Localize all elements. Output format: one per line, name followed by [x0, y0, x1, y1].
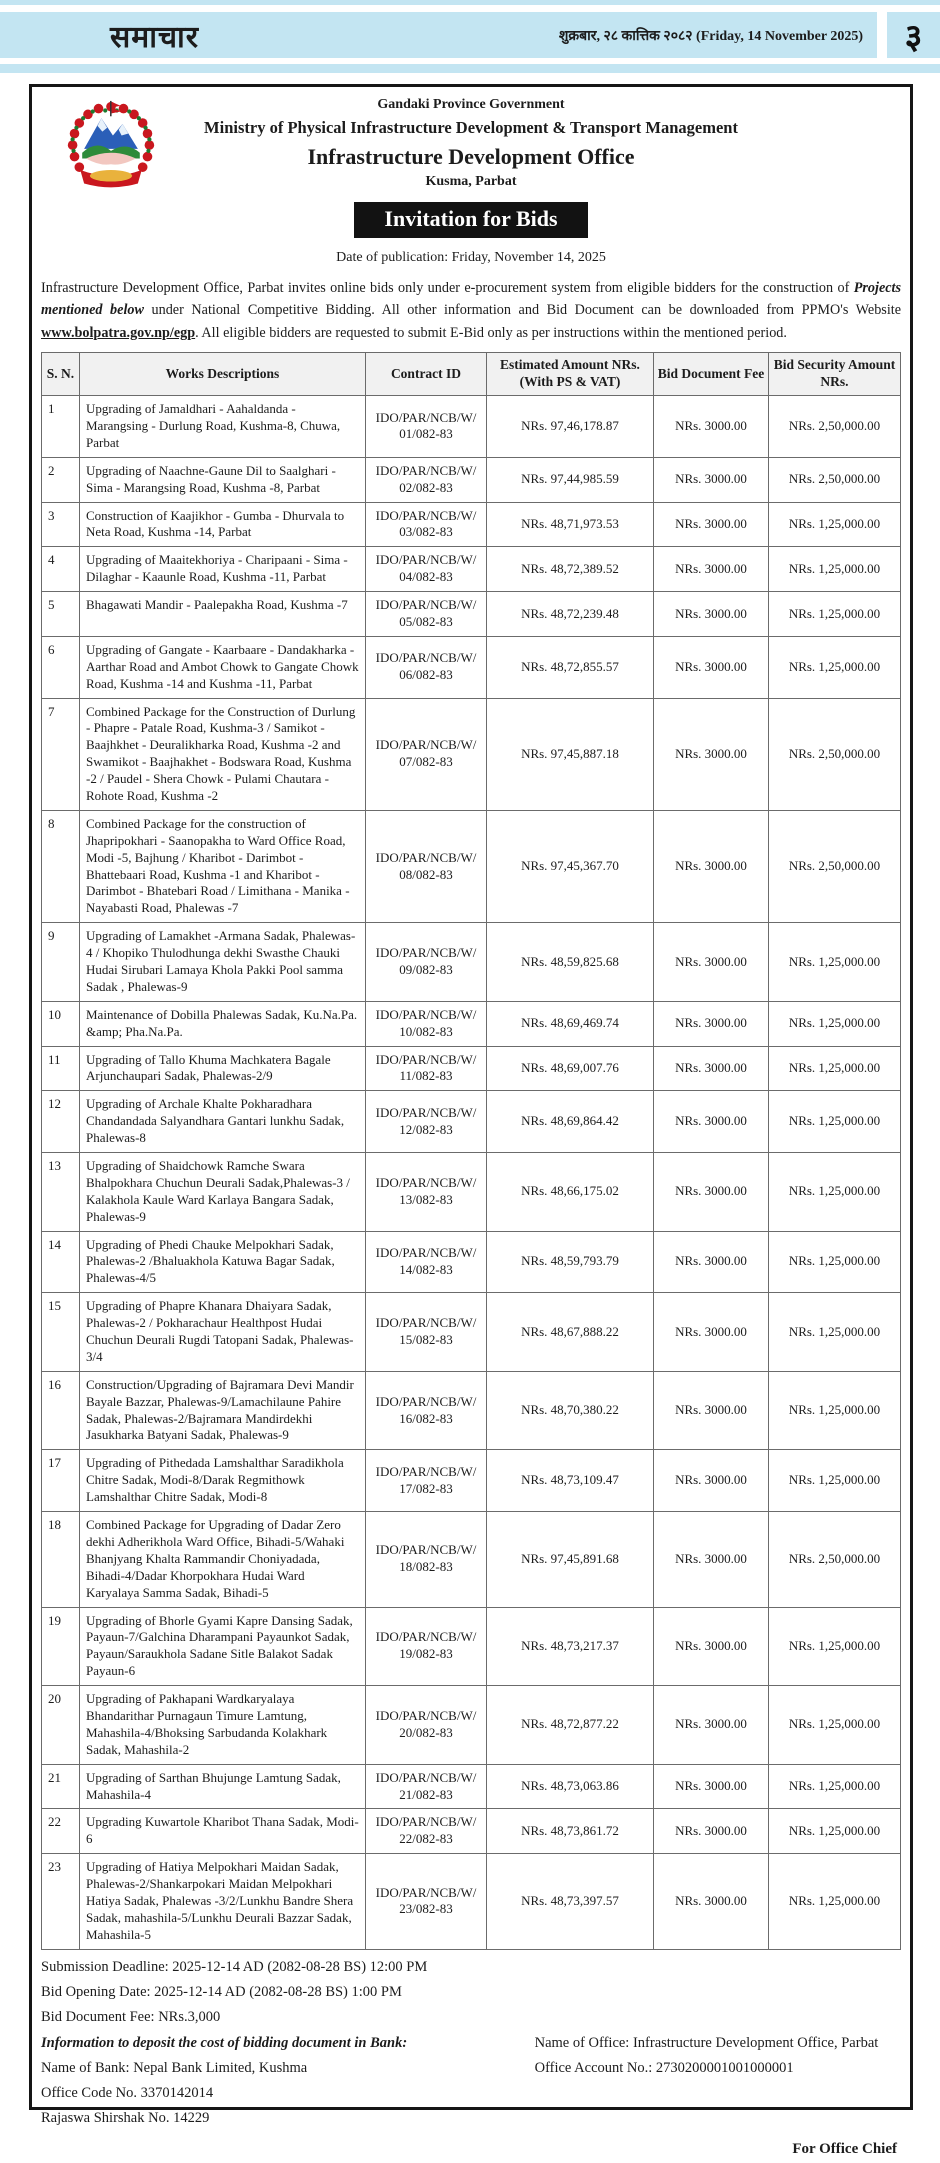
- cell-serial-number: 17: [42, 1450, 80, 1512]
- cell-estimated-amount: NRs. 48,66,175.02: [487, 1153, 654, 1232]
- cell-bid-document-fee: NRs. 3000.00: [654, 810, 769, 922]
- cell-serial-number: 2: [42, 457, 80, 502]
- cell-contract-id: IDO/​PAR/​NCB/​W/​14/​082-83: [366, 1231, 487, 1293]
- rajaswa-shirshak-line: Rajaswa Shirshak No. 14229: [41, 2110, 210, 2127]
- cell-bid-security: NRs. 1,25,000.00: [769, 1046, 901, 1091]
- cell-bid-document-fee: NRs. 3000.00: [654, 923, 769, 1002]
- cell-contract-id: IDO/​PAR/​NCB/​W/​22/​082-83: [366, 1809, 487, 1854]
- bid-document-fee-line: Bid Document Fee: NRs.3,000: [41, 2008, 221, 2025]
- cell-bid-document-fee: NRs. 3000.00: [654, 396, 769, 458]
- cell-estimated-amount: NRs. 48,73,861.72: [487, 1809, 654, 1854]
- intro-paragraph: [41, 277, 901, 344]
- cell-bid-document-fee: NRs. 3000.00: [654, 457, 769, 502]
- cell-estimated-amount: NRs. 48,72,855.57: [487, 636, 654, 698]
- cell-estimated-amount: NRs. 48,73,109.47: [487, 1450, 654, 1512]
- table-header-row: [42, 353, 901, 396]
- col-header-security: Bid Security Amount NRs.: [769, 353, 901, 396]
- cell-works-description: Upgrading of Hatiya Melpokhari Maidan Sadak, Phalewas-2/Shankarpokari Maidan Melpokhari Hatiya Sadak, Phalewas -3/2/Lunkhu Bandre Shera Sadak, mahashila-5/Lunkhu Deurali Bazzar Sadak, Mahashila-5: [80, 1854, 366, 1949]
- cell-estimated-amount: NRs. 48,70,380.22: [487, 1371, 654, 1450]
- bids-table: [41, 352, 901, 1949]
- cell-works-description: Bhagawati Mandir - Paalepakha Road, Kushma -7: [80, 592, 366, 637]
- cell-bid-document-fee: NRs. 3000.00: [654, 1091, 769, 1153]
- office-account-column: [523, 2031, 901, 2131]
- cell-works-description: Upgrading of Bhorle Gyami Kapre Dansing Sadak, Payaun-7/Galchina Dharampani Payaunkot Sadak, Payaun/Saraukhola Sadane Sitle Balakot Sadak Payaun-6: [80, 1607, 366, 1686]
- cell-bid-security: NRs. 1,25,000.00: [769, 502, 901, 547]
- table-row: [42, 1512, 901, 1607]
- cell-bid-security: NRs. 1,25,000.00: [769, 923, 901, 1002]
- intro-projects-emphasis: Projects mentioned below: [41, 280, 901, 319]
- col-header-contract: Contract ID: [366, 353, 487, 396]
- cell-works-description: Upgrading of Phedi Chauke Melpokhari Sadak, Phalewas-2 /Bhaluakhola Katuwa Bagar Sadak, Phalewas-4/5: [80, 1231, 366, 1293]
- cell-works-description: Combined Package for the construction of Jhapripokhari - Saanopakha to Ward Office Road, Modi -5, Bajhung / Kharibot - Darimbot - Bhattebaari Road, Kushma -1 and Kharibot - Darimbot - Bhatebari Road / Limithana - Manika - Nayabasti Road, Phalewas -7: [80, 810, 366, 922]
- cell-works-description: Combined Package for Upgrading of Dadar Zero dekhi Adherikhola Ward Office, Bihadi-5/Wahaki Bhanjyang Khalta Rammandir Choniyadada, Bihadi-4/Dadar Khorpokhara Hudai Ward Karyalaya Samma Sadak, Bihadi-5: [80, 1512, 366, 1607]
- cell-estimated-amount: NRs. 48,67,888.22: [487, 1293, 654, 1372]
- cell-works-description: Construction of Kaajikhor - Gumba - Dhurvala to Neta Road, Kushma -14, Parbat: [80, 502, 366, 547]
- cell-contract-id: IDO/​PAR/​NCB/​W/​16/​082-83: [366, 1371, 487, 1450]
- publication-date: Date of publication: Friday, November 14, 2025: [336, 250, 606, 265]
- table-row: [42, 1607, 901, 1686]
- cell-bid-document-fee: NRs. 3000.00: [654, 1371, 769, 1450]
- page-top-strip: [0, 0, 940, 5]
- cell-estimated-amount: NRs. 97,44,985.59: [487, 457, 654, 502]
- cell-estimated-amount: NRs. 48,72,389.52: [487, 547, 654, 592]
- newspaper-masthead: [0, 12, 940, 58]
- cell-estimated-amount: NRs. 97,45,891.68: [487, 1512, 654, 1607]
- bolpatra-website-link: www.bolpatra.gov.np/egp: [41, 324, 196, 341]
- col-header-sn: S. N.: [42, 353, 80, 396]
- cell-contract-id: IDO/​PAR/​NCB/​W/​20/​082-83: [366, 1686, 487, 1765]
- cell-bid-security: NRs. 1,25,000.00: [769, 1293, 901, 1372]
- cell-serial-number: 15: [42, 1293, 80, 1372]
- masthead-divider-strip: [0, 64, 940, 73]
- table-row: [42, 698, 901, 810]
- cell-works-description: Upgrading of Tallo Khuma Machkatera Bagale Arjunchaupari Sadak, Phalewas-2/9: [80, 1046, 366, 1091]
- cell-works-description: Upgrading of Naachne-Gaune Dil to Saalghari - Sima - Marangsing Road, Kushma -8, Parbat: [80, 457, 366, 502]
- page-number: ३: [887, 12, 940, 58]
- cell-bid-security: NRs. 1,25,000.00: [769, 1001, 901, 1046]
- cell-bid-security: NRs. 2,50,000.00: [769, 1512, 901, 1607]
- cell-bid-security: NRs. 1,25,000.00: [769, 592, 901, 637]
- cell-bid-security: NRs. 2,50,000.00: [769, 698, 901, 810]
- table-row: [42, 636, 901, 698]
- cell-contract-id: IDO/​PAR/​NCB/​W/​04/​082-83: [366, 547, 487, 592]
- table-row: [42, 1450, 901, 1512]
- cell-bid-document-fee: NRs. 3000.00: [654, 1686, 769, 1765]
- cell-serial-number: 14: [42, 1231, 80, 1293]
- bids-table-body: [42, 396, 901, 1950]
- office-name-line: Infrastructure Development Office: [307, 144, 635, 169]
- cell-bid-security: NRs. 1,25,000.00: [769, 1764, 901, 1809]
- cell-estimated-amount: NRs. 48,69,469.74: [487, 1001, 654, 1046]
- bank-name-line: Name of Bank: Nepal Bank Limited, Kushma: [41, 2060, 308, 2077]
- table-row: [42, 1153, 901, 1232]
- bank-info-column: [41, 2031, 523, 2131]
- cell-estimated-amount: NRs. 48,69,007.76: [487, 1046, 654, 1091]
- cell-serial-number: 20: [42, 1686, 80, 1765]
- cell-works-description: Upgrading of Lamakhet -Armana Sadak, Phalewas-4 / Khopiko Thulodhunga dekhi Swasthe Chauki Hudai Sirubari Lamaya Khola Pakki Pool samma Sadak , Phalewas-9: [80, 923, 366, 1002]
- col-header-estimated: Estimated Amount NRs. (With PS & VAT): [487, 353, 654, 396]
- ministry-line: Ministry of Physical Infrastructure Development & Transport Management: [204, 118, 738, 137]
- cell-estimated-amount: NRs. 97,45,887.18: [487, 698, 654, 810]
- cell-bid-security: NRs. 1,25,000.00: [769, 1450, 901, 1512]
- cell-bid-security: NRs. 1,25,000.00: [769, 1091, 901, 1153]
- cell-works-description: Construction/Upgrading of Bajramara Devi Mandir Bayale Bazzar, Phalewas-9/Lamachilaune Pahire Sadak, Phalewas-2/Bajramara Mandirdekhi Jasukharka Batyani Sadak, Phalewas-9: [80, 1371, 366, 1450]
- office-name-line: Name of Office: Infrastructure Development Office, Parbat: [534, 2035, 879, 2052]
- province-government-line: Gandaki Province Government: [377, 97, 565, 112]
- cell-contract-id: IDO/​PAR/​NCB/​W/​12/​082-83: [366, 1091, 487, 1153]
- cell-contract-id: IDO/​PAR/​NCB/​W/​07/​082-83: [366, 698, 487, 810]
- intro-text-2: under National Competitive Bidding. All other information and Bid Document can be downloaded from PPMO's Website: [143, 302, 902, 319]
- cell-bid-security: NRs. 1,25,000.00: [769, 1231, 901, 1293]
- cell-serial-number: 13: [42, 1153, 80, 1232]
- submission-deadline-line: Submission Deadline: 2025-12-14 AD (2082-08-28 BS) 12:00 PM: [41, 1958, 428, 1975]
- cell-works-description: Upgrading of Maaitekhoriya - Charipaani - Sima - Dilaghar - Kaaunle Road, Kushma -11, Parbat: [80, 547, 366, 592]
- cell-works-description: Upgrading of Jamaldhari - Aahaldanda - Marangsing - Durlung Road, Kushma-8, Chuwa, Parbat: [80, 396, 366, 458]
- letterhead: [41, 93, 901, 190]
- cell-works-description: Upgrading of Gangate - Kaarbaare - Dandakharka - Aarthar Road and Ambot Chowk to Gangate Chowk Road, Kushma -14 and Kushma -11, Parbat: [80, 636, 366, 698]
- cell-serial-number: 6: [42, 636, 80, 698]
- cell-works-description: Maintenance of Dobilla Phalewas Sadak, Ku.Na.Pa. &amp; Pha.Na.Pa.: [80, 1001, 366, 1046]
- masthead-date: शुक्रबार, २८ कात्तिक २०८२ (Friday, 14 November 2025): [558, 28, 863, 44]
- cell-estimated-amount: NRs. 48,73,063.86: [487, 1764, 654, 1809]
- cell-works-description: Upgrading of Shaidchowk Ramche Swara Bhalpokhara Chuchun Deurali Sadak,Phalewas-3 / Kalakhola Kaule Ward Karlaya Bangara Sadak, Phalewas-9: [80, 1153, 366, 1232]
- signature-for-office-chief: For Office Chief: [792, 2141, 897, 2158]
- table-row: [42, 1046, 901, 1091]
- cell-bid-security: NRs. 1,25,000.00: [769, 1607, 901, 1686]
- intro-text-3: . All eligible bidders are requested to submit E-Bid only as per instructions within the mentioned period.: [195, 324, 787, 341]
- table-row: [42, 1001, 901, 1046]
- cell-estimated-amount: NRs. 48,73,397.57: [487, 1854, 654, 1949]
- table-row: [42, 923, 901, 1002]
- table-row: [42, 396, 901, 458]
- cell-contract-id: IDO/​PAR/​NCB/​W/​23/​082-83: [366, 1854, 487, 1949]
- table-row: [42, 457, 901, 502]
- tender-notice: [29, 84, 913, 2158]
- table-row: [42, 592, 901, 637]
- col-header-fee: Bid Document Fee: [654, 353, 769, 396]
- cell-bid-document-fee: NRs. 3000.00: [654, 547, 769, 592]
- cell-contract-id: IDO/​PAR/​NCB/​W/​18/​082-83: [366, 1512, 487, 1607]
- table-row: [42, 547, 901, 592]
- cell-bid-security: NRs. 1,25,000.00: [769, 1153, 901, 1232]
- cell-estimated-amount: NRs. 48,73,217.37: [487, 1607, 654, 1686]
- office-account-line: Office Account No.: 2730200001001000001: [534, 2060, 794, 2077]
- cell-serial-number: 21: [42, 1764, 80, 1809]
- cell-serial-number: 22: [42, 1809, 80, 1854]
- table-row: [42, 1764, 901, 1809]
- cell-contract-id: IDO/​PAR/​NCB/​W/​10/​082-83: [366, 1001, 487, 1046]
- office-code-line: Office Code No. 3370142014: [41, 2085, 214, 2102]
- cell-bid-security: NRs. 1,25,000.00: [769, 1371, 901, 1450]
- cell-estimated-amount: NRs. 48,72,239.48: [487, 592, 654, 637]
- cell-contract-id: IDO/​PAR/​NCB/​W/​05/​082-83: [366, 592, 487, 637]
- cell-works-description: Upgrading Kuwartole Kharibot Thana Sadak, Modi-6: [80, 1809, 366, 1854]
- table-row: [42, 810, 901, 922]
- cell-estimated-amount: NRs. 48,69,864.42: [487, 1091, 654, 1153]
- cell-serial-number: 18: [42, 1512, 80, 1607]
- cell-serial-number: 7: [42, 698, 80, 810]
- cell-works-description: Upgrading of Phapre Khanara Dhaiyara Sadak, Phalewas-2 / Pokharachaur Healthpost Hudai Chuchun Deurali Rugdi Tatopani Sadak, Phalewas-3/4: [80, 1293, 366, 1372]
- cell-serial-number: 23: [42, 1854, 80, 1949]
- cell-bid-document-fee: NRs. 3000.00: [654, 1854, 769, 1949]
- cell-serial-number: 16: [42, 1371, 80, 1450]
- cell-bid-document-fee: NRs. 3000.00: [654, 1607, 769, 1686]
- cell-bid-document-fee: NRs. 3000.00: [654, 1293, 769, 1372]
- cell-estimated-amount: NRs. 97,45,367.70: [487, 810, 654, 922]
- cell-serial-number: 10: [42, 1001, 80, 1046]
- nepal-government-emblem-logo: [63, 99, 159, 195]
- cell-estimated-amount: NRs. 97,46,178.87: [487, 396, 654, 458]
- cell-contract-id: IDO/​PAR/​NCB/​W/​08/​082-83: [366, 810, 487, 922]
- col-header-works: Works Descriptions: [80, 353, 366, 396]
- cell-works-description: Upgrading of Pakhapani Wardkaryalaya Bhandarithar Purnagaun Timure Lamtung, Mahashila-4/Bhoksing Sarbudanda Kolakhark Sadak, Mahashila-2: [80, 1686, 366, 1765]
- table-row: [42, 1091, 901, 1153]
- intro-text-1: Infrastructure Development Office, Parbat invites online bids only under e-procurement system from eligible bidders for the construction of: [41, 280, 854, 296]
- cell-contract-id: IDO/​PAR/​NCB/​W/​03/​082-83: [366, 502, 487, 547]
- cell-bid-security: NRs. 1,25,000.00: [769, 1809, 901, 1854]
- cell-bid-security: NRs. 2,50,000.00: [769, 457, 901, 502]
- cell-serial-number: 12: [42, 1091, 80, 1153]
- cell-bid-document-fee: NRs. 3000.00: [654, 698, 769, 810]
- cell-bid-document-fee: NRs. 3000.00: [654, 502, 769, 547]
- cell-bid-document-fee: NRs. 3000.00: [654, 1001, 769, 1046]
- cell-contract-id: IDO/​PAR/​NCB/​W/​02/​082-83: [366, 457, 487, 502]
- cell-bid-security: NRs. 1,25,000.00: [769, 636, 901, 698]
- cell-serial-number: 11: [42, 1046, 80, 1091]
- office-location-line: Kusma, Parbat: [425, 174, 517, 189]
- table-row: [42, 1231, 901, 1293]
- cell-works-description: Upgrading of Pithedada Lamshalthar Saradikhola Chitre Sadak, Modi-8/Darak Regmithowk Lamshalthar Chitre Sadak, Modi-8: [80, 1450, 366, 1512]
- cell-bid-document-fee: NRs. 3000.00: [654, 592, 769, 637]
- cell-estimated-amount: NRs. 48,71,973.53: [487, 502, 654, 547]
- cell-serial-number: 9: [42, 923, 80, 1002]
- cell-bid-security: NRs. 2,50,000.00: [769, 810, 901, 922]
- cell-contract-id: IDO/​PAR/​NCB/​W/​15/​082-83: [366, 1293, 487, 1372]
- cell-contract-id: IDO/​PAR/​NCB/​W/​11/​082-83: [366, 1046, 487, 1091]
- cell-estimated-amount: NRs. 48,59,793.79: [487, 1231, 654, 1293]
- notice-footer: [41, 1955, 901, 2163]
- cell-serial-number: 1: [42, 396, 80, 458]
- masthead-bar: [0, 12, 877, 58]
- bid-opening-date-line: Bid Opening Date: 2025-12-14 AD (2082-08-28 BS) 1:00 PM: [41, 1983, 402, 2000]
- cell-bid-document-fee: NRs. 3000.00: [654, 636, 769, 698]
- cell-bid-document-fee: NRs. 3000.00: [654, 1046, 769, 1091]
- invitation-for-bids-title: Invitation for Bids: [354, 202, 587, 238]
- cell-serial-number: 3: [42, 502, 80, 547]
- cell-contract-id: IDO/​PAR/​NCB/​W/​09/​082-83: [366, 923, 487, 1002]
- cell-contract-id: IDO/​PAR/​NCB/​W/​13/​082-83: [366, 1153, 487, 1232]
- cell-estimated-amount: NRs. 48,59,825.68: [487, 923, 654, 1002]
- cell-works-description: Upgrading of Archale Khalte Pokharadhara Chandandada Salyandhara Gantari lunkhu Sadak, Phalewas-8: [80, 1091, 366, 1153]
- cell-contract-id: IDO/​PAR/​NCB/​W/​19/​082-83: [366, 1607, 487, 1686]
- cell-serial-number: 4: [42, 547, 80, 592]
- table-row: [42, 1854, 901, 1949]
- cell-estimated-amount: NRs. 48,72,877.22: [487, 1686, 654, 1765]
- cell-bid-document-fee: NRs. 3000.00: [654, 1809, 769, 1854]
- cell-contract-id: IDO/​PAR/​NCB/​W/​21/​082-83: [366, 1764, 487, 1809]
- cell-bid-document-fee: NRs. 3000.00: [654, 1231, 769, 1293]
- cell-contract-id: IDO/​PAR/​NCB/​W/​01/​082-83: [366, 396, 487, 458]
- table-row: [42, 1809, 901, 1854]
- cell-bid-security: NRs. 1,25,000.00: [769, 1854, 901, 1949]
- cell-bid-document-fee: NRs. 3000.00: [654, 1450, 769, 1512]
- newspaper-name: समाचार: [110, 20, 200, 54]
- cell-bid-document-fee: NRs. 3000.00: [654, 1512, 769, 1607]
- cell-bid-security: NRs. 1,25,000.00: [769, 547, 901, 592]
- cell-contract-id: IDO/​PAR/​NCB/​W/​17/​082-83: [366, 1450, 487, 1512]
- cell-works-description: Combined Package for the Construction of Durlung - Phapre - Patale Road, Kushma-3 / Samikot - Baajhkhet - Deuralikharka Road, Kushma -2 and Swamikot - Baajhakhet - Bodswara Road, Kushma -2 / Paudel - Shera Chowk - Pulami Chautara - Rohote Road, Kushma -2: [80, 698, 366, 810]
- cell-bid-security: NRs. 1,25,000.00: [769, 1686, 901, 1765]
- table-row: [42, 1293, 901, 1372]
- cell-serial-number: 19: [42, 1607, 80, 1686]
- table-row: [42, 1686, 901, 1765]
- cell-contract-id: IDO/​PAR/​NCB/​W/​06/​082-83: [366, 636, 487, 698]
- bank-info-heading: Information to deposit the cost of bidding document in Bank:: [41, 2035, 408, 2052]
- table-row: [42, 1371, 901, 1450]
- cell-bid-document-fee: NRs. 3000.00: [654, 1153, 769, 1232]
- cell-works-description: Upgrading of Sarthan Bhujunge Lamtung Sadak, Mahashila-4: [80, 1764, 366, 1809]
- cell-serial-number: 5: [42, 592, 80, 637]
- cell-bid-security: NRs. 2,50,000.00: [769, 396, 901, 458]
- table-row: [42, 502, 901, 547]
- cell-serial-number: 8: [42, 810, 80, 922]
- cell-bid-document-fee: NRs. 3000.00: [654, 1764, 769, 1809]
